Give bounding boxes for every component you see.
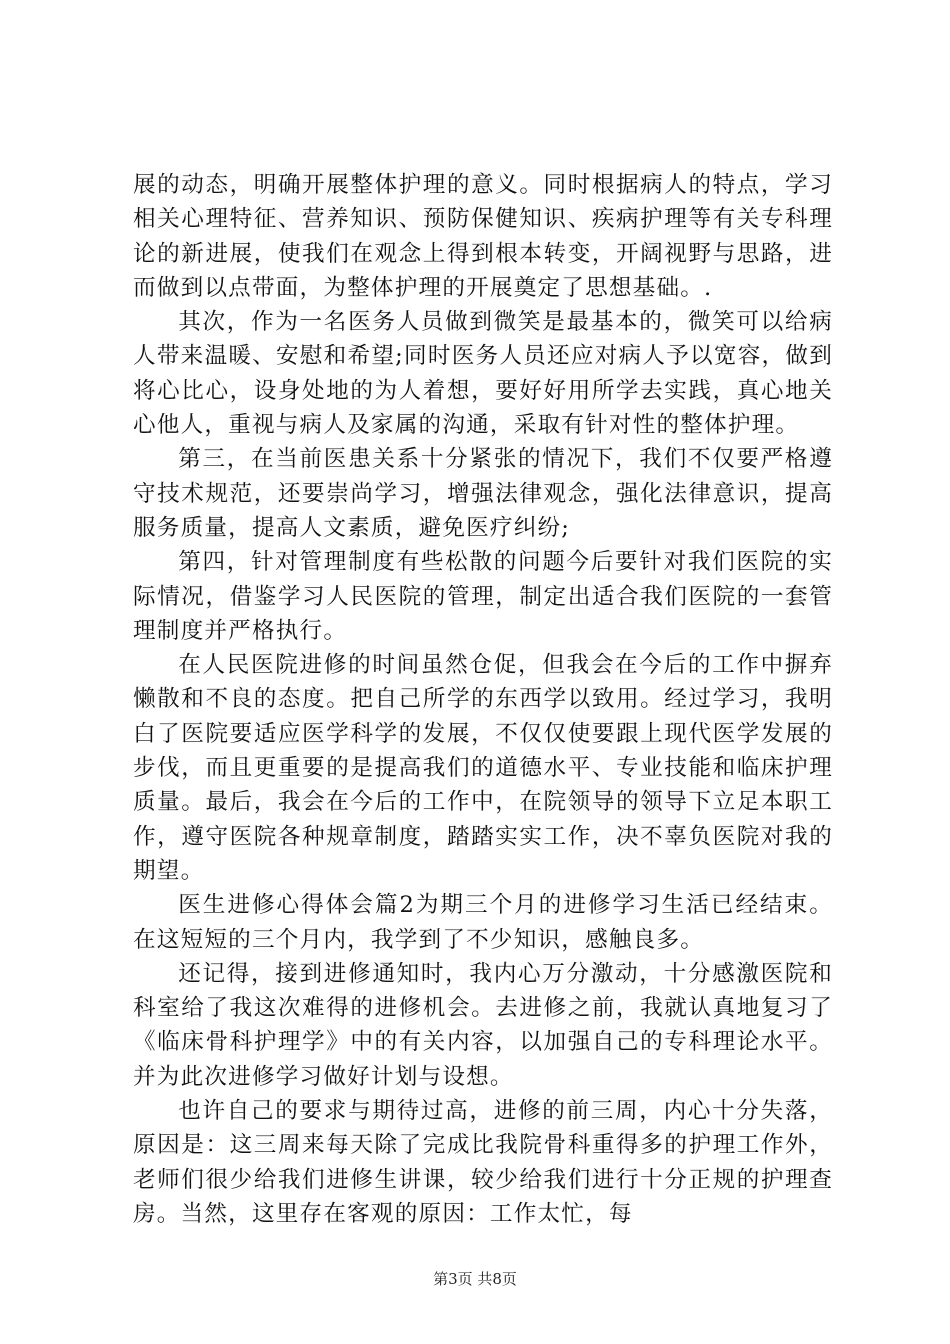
document-body (133, 168, 833, 1231)
paragraph-6: 医生进修心得体会篇2为期三个月的进修学习生活已经结束。在这短短的三个月内，我学到了不少知识，感触良多。 (133, 892, 833, 953)
paragraph-2: 其次，作为一名医务人员做到微笑是最基本的，微笑可以给病人带来温暖、安慰和希望;同时医务人员还应对病人予以宽容，做到将心比心，设身处地的为人着想，要好好用所学去实践，真心地关心他人，重视与病人及家属的沟通，采取有针对性的整体护理。 (133, 309, 833, 439)
paragraph-3: 第三，在当前医患关系十分紧张的情况下，我们不仅要严格遵守技术规范，还要崇尚学习，增强法律观念，强化法律意识，提高服务质量，提高人文素质，避免医疗纠纷; (133, 446, 833, 541)
page-number-footer: 第3页 共8页 (433, 1270, 517, 1288)
paragraph-5: 在人民医院进修的时间虽然仓促，但我会在今后的工作中摒弃懒散和不良的态度。把自己所学的东西学以致用。经过学习，我明白了医院要适应医学科学的发展，不仅仅使要跟上现代医学发展的步伐，而且更重要的是提高我们的道德水平、专业技能和临床护理质量。最后，我会在今后的工作中，在院领导的领导下立足本职工作，遵守医院各种规章制度，踏踏实实工作，决不辜负医院对我的期望。 (133, 652, 833, 884)
paragraph-7: 还记得，接到进修通知时，我内心万分激动，十分感激医院和科室给了我这次难得的进修机会。去进修之前，我就认真地复习了《临床骨科护理学》中的有关内容，以加强自己的专科理论水平。并为此次进修学习做好计划与设想。 (133, 960, 833, 1090)
paragraph-4: 第四，针对管理制度有些松散的问题今后要针对我们医院的实际情况，借鉴学习人民医院的管理，制定出适合我们医院的一套管理制度并严格执行。 (133, 549, 833, 644)
paragraph-1: 展的动态，明确开展整体护理的意义。同时根据病人的特点，学习相关心理特征、营养知识、预防保健知识、疾病护理等有关专科理论的新进展，使我们在观念上得到根本转变，开阔视野与思路，进而做到以点带面，为整体护理的开展奠定了思想基础。. (133, 172, 833, 301)
paragraph-8: 也许自己的要求与期待过高，进修的前三周，内心十分失落，原因是：这三周来每天除了完成比我院骨科重得多的护理工作外，老师们很少给我们进修生讲课，较少给我们进行十分正规的护理查房。当然，这里存在客观的原因：工作太忙，每 (133, 1098, 833, 1227)
